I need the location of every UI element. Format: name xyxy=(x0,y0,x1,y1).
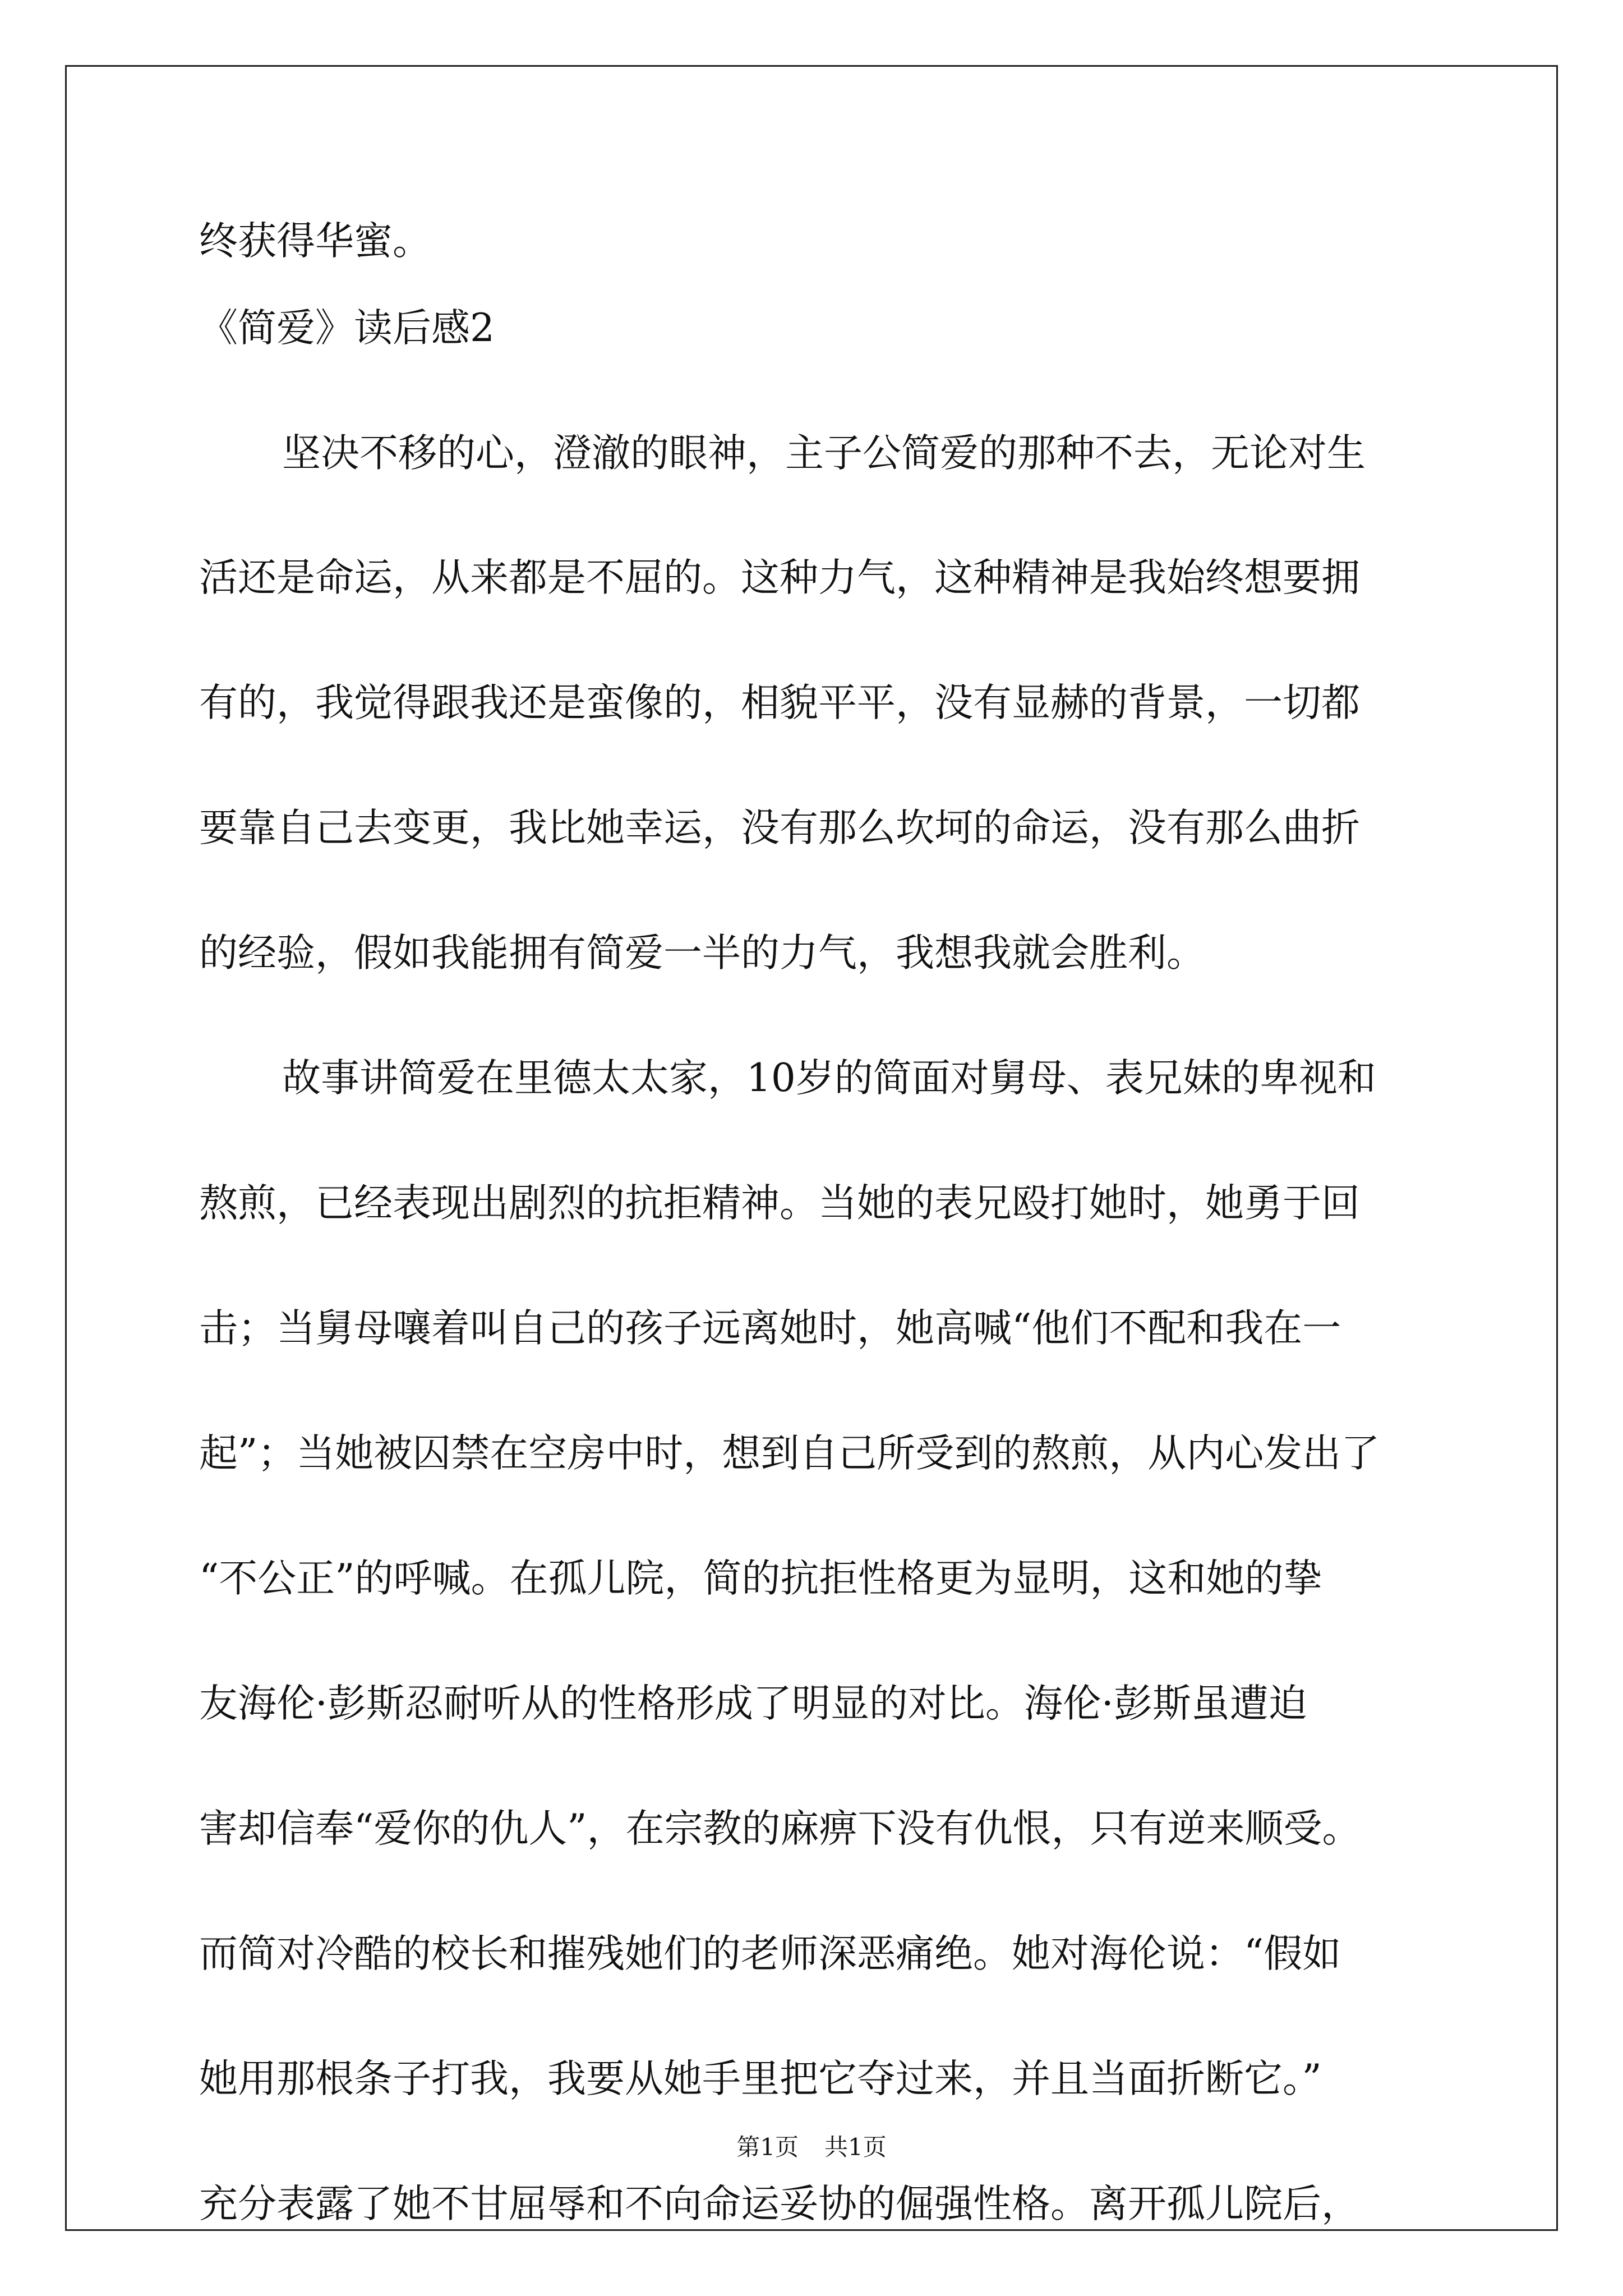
text-line: 害却信奉“爱你的仇人”，在宗教的麻痹下没有仇恨，只有逆来顺受。 xyxy=(199,1806,1361,1851)
text-line: 击；当舅母嚷着叫自己的孩子远离她时，她高喊“他们不配和我在一 xyxy=(199,1306,1341,1351)
text-line: 充分表露了她不甘屈辱和不向命运妥协的倔强性格。离开孤儿院后， xyxy=(199,2182,1360,2226)
text-line: 活还是命运，从来都是不屈的。这种力气，这种精神是我始终想要拥 xyxy=(199,555,1360,600)
page-total: 共1页 xyxy=(824,2133,887,2161)
text-line: 而简对冷酷的校长和摧残她们的老师深恶痛绝。她对海伦说：“假如 xyxy=(199,1931,1341,1976)
text-line: 熬煎，已经表现出剧烈的抗拒精神。当她的表兄殴打她时，她勇于回 xyxy=(199,1181,1360,1226)
page-footer xyxy=(0,2132,1623,2163)
section-heading: 《简爱》读后感2 xyxy=(199,306,495,351)
text-line: 坚决不移的心，澄澈的眼神，主子公简爱的那种不去，无论对生 xyxy=(282,431,1366,476)
text-line: “不公正”的呼喊。在孤儿院，简的抗拒性格更为显明，这和她的挚 xyxy=(199,1556,1322,1601)
text-line: 故事讲简爱在里德太太家，10岁的简面对舅母、表兄妹的卑视和 xyxy=(282,1056,1376,1101)
text-line: 起”；当她被囚禁在空房中时，想到自己所受到的熬煎，从内心发出了 xyxy=(199,1431,1380,1476)
page-number: 第1页 xyxy=(736,2133,799,2161)
page-border xyxy=(65,65,1558,2231)
text-line: 她用那根条子打我，我要从她手里把它夺过来，并且当面折断它。” xyxy=(199,2056,1322,2101)
text-line: 的经验，假如我能拥有简爱一半的力气，我想我就会胜利。 xyxy=(199,931,1205,976)
text-line: 友海伦·彭斯忍耐听从的性格形成了明显的对比。海伦·彭斯虽遭迫 xyxy=(199,1681,1307,1726)
text-line: 有的，我觉得跟我还是蛮像的，相貌平平，没有显赫的背景，一切都 xyxy=(199,680,1360,725)
text-line: 终获得华蜜。 xyxy=(199,219,431,264)
text-line: 要靠自己去变更，我比她幸运，没有那么坎坷的命运，没有那么曲折 xyxy=(199,806,1360,850)
